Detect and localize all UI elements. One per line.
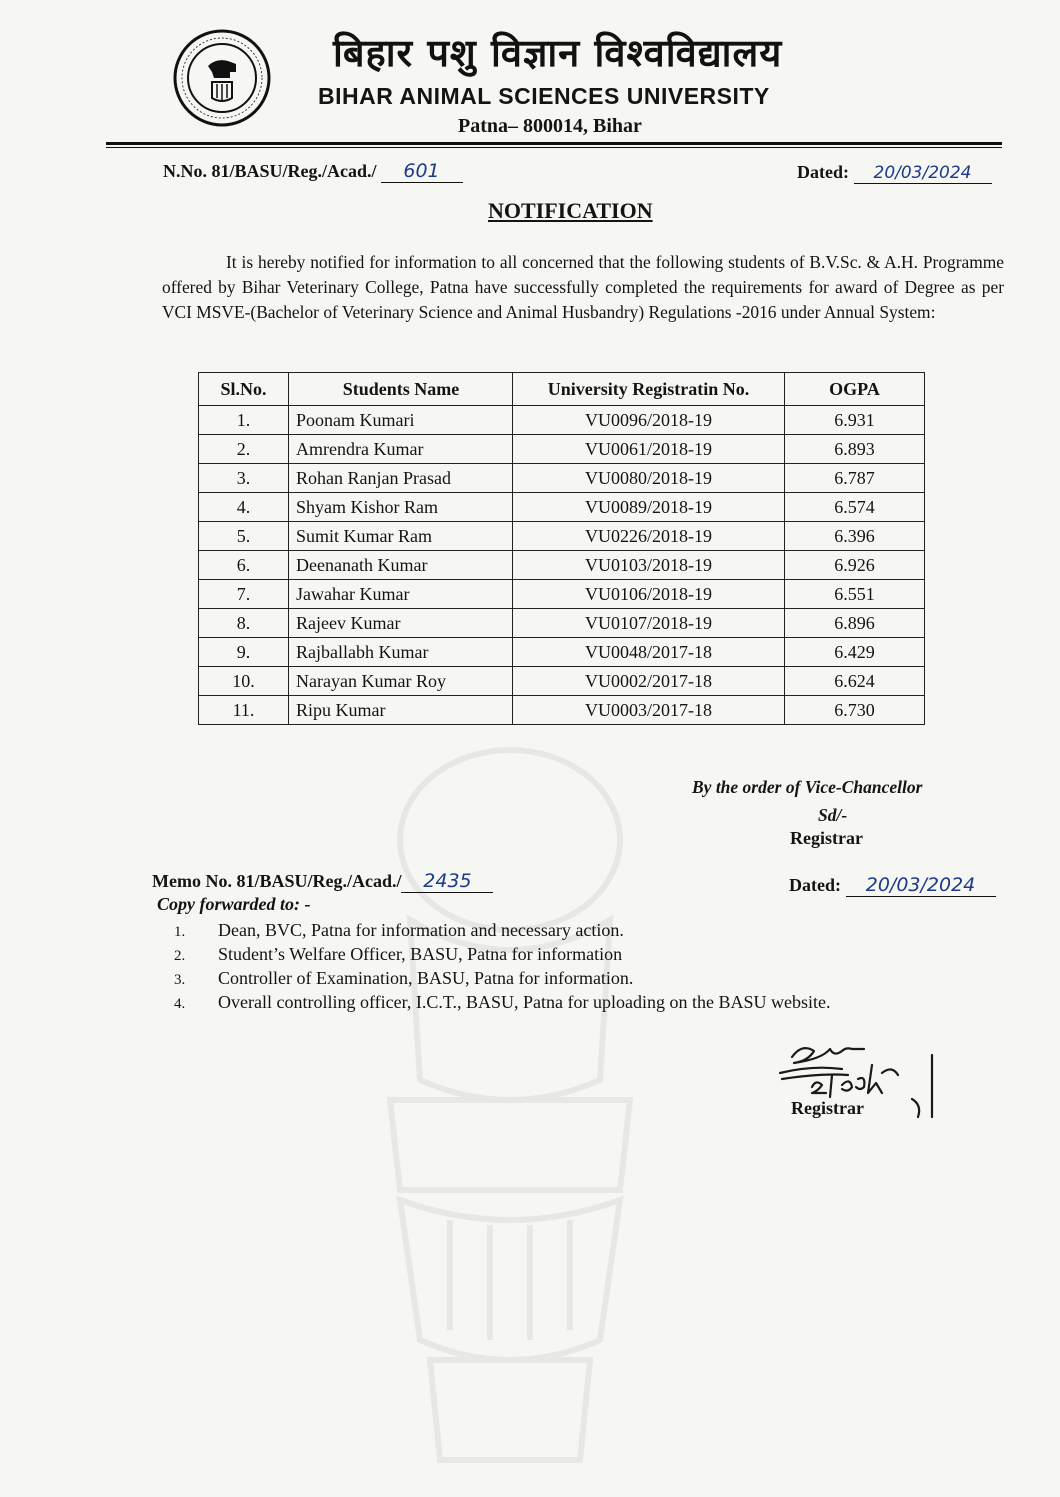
sd-line: Sd/- [818, 805, 848, 825]
cell-regno: VU0080/2018-19 [513, 464, 785, 493]
header-rule-thin [106, 147, 1002, 148]
cell-name: Rajballabh Kumar [289, 638, 513, 667]
cell-slno: 6. [199, 551, 289, 580]
university-title-hindi: बिहार पशु विज्ञान विश्वविद्यालय [333, 31, 783, 75]
table-row [199, 464, 925, 493]
header-rule [106, 142, 1002, 145]
cell-ogpa: 6.893 [785, 435, 925, 464]
cell-ogpa: 6.624 [785, 667, 925, 696]
cell-slno: 8. [199, 609, 289, 638]
cell-slno: 7. [199, 580, 289, 609]
list-item-text: Overall controlling officer, I.C.T., BASU, Patna for uploading on the BASU website. [218, 992, 831, 1012]
cell-regno: VU0107/2018-19 [513, 609, 785, 638]
column-header-regno: University Registratin No. [513, 373, 785, 406]
cell-slno: 2. [199, 435, 289, 464]
cell-ogpa: 6.730 [785, 696, 925, 725]
notification-number-handwritten: 601 [381, 160, 463, 183]
notification-date-label: Dated: [797, 162, 849, 182]
list-item [174, 968, 831, 992]
memo-date-handwritten: 20/03/2024 [846, 874, 996, 897]
cell-regno: VU0048/2017-18 [513, 638, 785, 667]
university-address: Patna– 800014, Bihar [458, 115, 642, 137]
notification-body-text: It is hereby notified for information to all concerned that the following students of B.V.Sc. & A.H. Programme offered by Bihar Veterinary College, Patna have successfully completed the requirements for award of Degree as per VCI MSVE-(Bachelor of Veterinary Science and Animal Husbandry) Regulations -2016 under Annual System: [162, 252, 1004, 322]
cell-slno: 9. [199, 638, 289, 667]
cell-name: Rohan Ranjan Prasad [289, 464, 513, 493]
cell-slno: 5. [199, 522, 289, 551]
table-header-row [199, 373, 925, 406]
cell-ogpa: 6.574 [785, 493, 925, 522]
cell-ogpa: 6.787 [785, 464, 925, 493]
list-item [174, 992, 831, 1016]
cell-ogpa: 6.429 [785, 638, 925, 667]
memo-number [152, 870, 493, 893]
table-row [199, 522, 925, 551]
memo-date-label: Dated: [789, 875, 841, 895]
order-line: By the order of Vice-Chancellor [692, 777, 923, 797]
column-header-ogpa: OGPA [785, 373, 925, 406]
table-row [199, 493, 925, 522]
list-item-number: 4. [174, 996, 186, 1012]
cell-name: Deenanath Kumar [289, 551, 513, 580]
notification-body [162, 250, 1004, 325]
table-row [199, 551, 925, 580]
signature-registrar-label: Registrar [791, 1098, 864, 1118]
table-row [199, 435, 925, 464]
memo-number-handwritten: 2435 [401, 870, 493, 893]
cell-slno: 1. [199, 406, 289, 435]
recipient-list [174, 920, 831, 1016]
table-row [199, 609, 925, 638]
table-row [199, 406, 925, 435]
cell-slno: 4. [199, 493, 289, 522]
students-table [198, 372, 925, 725]
registrar-title: Registrar [790, 828, 863, 848]
cell-name: Poonam Kumari [289, 406, 513, 435]
list-item-number: 1. [174, 924, 186, 940]
cell-name: Narayan Kumar Roy [289, 667, 513, 696]
cell-regno: VU0061/2018-19 [513, 435, 785, 464]
list-item-text: Dean, BVC, Patna for information and necessary action. [218, 920, 624, 940]
university-seal-icon [172, 28, 272, 128]
cell-regno: VU0002/2017-18 [513, 667, 785, 696]
notification-date [797, 162, 992, 184]
list-item [174, 944, 831, 968]
cell-ogpa: 6.896 [785, 609, 925, 638]
list-item-number: 3. [174, 972, 186, 988]
table-row [199, 667, 925, 696]
cell-name: Jawahar Kumar [289, 580, 513, 609]
column-header-name: Students Name [289, 373, 513, 406]
cell-ogpa: 6.931 [785, 406, 925, 435]
notification-number-label: N.No. 81/BASU/Reg./Acad./ [163, 161, 377, 181]
list-item-text: Student’s Welfare Officer, BASU, Patna for information [218, 944, 623, 964]
cell-regno: VU0089/2018-19 [513, 493, 785, 522]
memo-date [789, 874, 996, 897]
notification-date-handwritten: 20/03/2024 [854, 163, 992, 184]
table-row [199, 696, 925, 725]
cell-ogpa: 6.396 [785, 522, 925, 551]
cell-name: Ripu Kumar [289, 696, 513, 725]
list-item-number: 2. [174, 948, 186, 964]
list-item [174, 920, 831, 944]
cell-slno: 10. [199, 667, 289, 696]
column-header-slno: Sl.No. [199, 373, 289, 406]
cell-regno: VU0096/2018-19 [513, 406, 785, 435]
cell-regno: VU0106/2018-19 [513, 580, 785, 609]
memo-number-label: Memo No. 81/BASU/Reg./Acad./ [152, 871, 402, 891]
cell-slno: 3. [199, 464, 289, 493]
table-row [199, 580, 925, 609]
notification-title: NOTIFICATION [488, 198, 653, 223]
notification-number [163, 160, 463, 183]
cell-ogpa: 6.551 [785, 580, 925, 609]
cell-name: Shyam Kishor Ram [289, 493, 513, 522]
cell-name: Sumit Kumar Ram [289, 522, 513, 551]
emblem-watermark-icon [300, 720, 720, 1480]
table-row [199, 638, 925, 667]
cell-regno: VU0103/2018-19 [513, 551, 785, 580]
cell-slno: 11. [199, 696, 289, 725]
cell-ogpa: 6.926 [785, 551, 925, 580]
cell-regno: VU0003/2017-18 [513, 696, 785, 725]
university-title-english: BIHAR ANIMAL SCIENCES UNIVERSITY [318, 83, 770, 109]
cell-name: Amrendra Kumar [289, 435, 513, 464]
copy-forwarded-label: Copy forwarded to: - [157, 894, 311, 914]
list-item-text: Controller of Examination, BASU, Patna for information. [218, 968, 634, 988]
cell-regno: VU0226/2018-19 [513, 522, 785, 551]
cell-name: Rajeev Kumar [289, 609, 513, 638]
